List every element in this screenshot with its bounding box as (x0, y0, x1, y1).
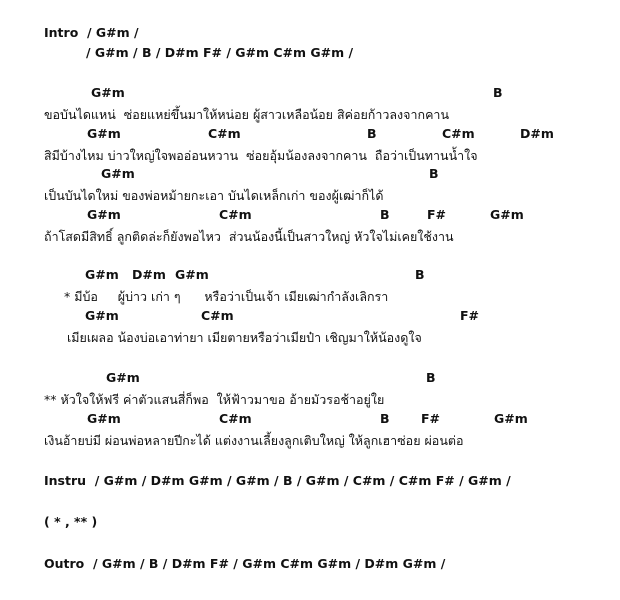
chord-label: B (380, 206, 390, 222)
repeat-marker: ( * , ** ) (44, 514, 98, 529)
chord-label: B (367, 125, 377, 141)
chord-label: G#m (101, 166, 135, 182)
chord-label: C#m (442, 125, 475, 141)
chord-label: G#m (494, 410, 528, 426)
chord-label: F# (421, 410, 441, 426)
chord-label: C#m (201, 307, 234, 323)
chord-label: B (426, 370, 436, 385)
lyric-line: เป็นบันไดใหม่ ของพ่อหม้ายกะเอา บันไดเหล็กเก่า ของผู้เฒ่าก็ได้ (44, 188, 384, 204)
intro-line-1: Intro / G#m / (44, 25, 139, 40)
chord-label: G#m (490, 206, 524, 222)
lyric-line: เงินอ้ายบ่มี ผ่อนพ่อหลายปีกะได้ แต่งงานเลี้ยงลูกเติบใหญ่ ให้ลูกเฮาซ่อย ผ่อนต่อ (44, 432, 464, 448)
chord-label: G#m (85, 307, 119, 323)
instru-line: Instru / G#m / D#m G#m / G#m / B / G#m / C#m / C#m F# / G#m / (44, 473, 511, 488)
intro-line-2: / G#m / B / D#m F# / G#m C#m G#m / (86, 45, 354, 60)
chord-label: C#m (219, 206, 252, 222)
lyric-line: ** หัวใจให้ฟรี ค่าตัวแสนสี่ก็พอ ให้ฟ้าวมาขอ อ้ายมัวรอช้าอยู่ใย (44, 392, 385, 407)
chord-label: G#m (87, 125, 121, 141)
chord-label: B (380, 410, 390, 426)
lyric-line: ถ้าโสดมีสิทธิ์ ลูกติดล่ะก็ยังพอไหว ส่วนน้องนี้เป็นสาวใหญ่ หัวใจไม่เคยใช้งาน (44, 228, 454, 244)
chord-label: G#m (106, 370, 140, 385)
lyric-line: สิมีบ้างไหม บ่าวใหญ่ใจพออ่อนหวาน ซ่อยอุ้มน้องลงจากคาน ถือว่าเป็นทานน้ำใจ (44, 147, 478, 163)
chord-label: C#m (219, 410, 252, 426)
lyric-line: * มีบ้อ ผู้บ่าว เก่า ๆ หรือว่าเป็นเจ้า เมียเฒ่ากำลังเลิกรา (64, 289, 389, 304)
outro-line: Outro / G#m / B / D#m F# / G#m C#m G#m / D#m G#m / (44, 556, 446, 571)
chord-label: D#m (520, 125, 554, 141)
chord-label: G#m (87, 410, 121, 426)
chord-label: F# (460, 307, 480, 323)
chord-label: B (493, 85, 503, 100)
chord-label: D#m (132, 267, 166, 282)
chord-label: B (429, 166, 439, 182)
chord-label: F# (427, 206, 447, 222)
chord-label: G#m (91, 85, 125, 100)
lyric-line: เมียเผลอ น้องบ่อเอาท่ายา เมียตายหรือว่าเมียป๋า เชิญมาให้น้องดูใจ (67, 329, 422, 345)
chord-label: B (415, 267, 425, 282)
chord-label: G#m (175, 267, 209, 282)
chord-label: G#m (85, 267, 119, 282)
chord-label: G#m (87, 206, 121, 222)
lyric-line: ขอบันไดแหน่ ซ่อยแหย่ขึ้นมาให้หน่อย ผู้สาวเหลือน้อย สิค่อยก้าวลงจากคาน (44, 107, 449, 122)
chord-label: C#m (208, 125, 241, 141)
